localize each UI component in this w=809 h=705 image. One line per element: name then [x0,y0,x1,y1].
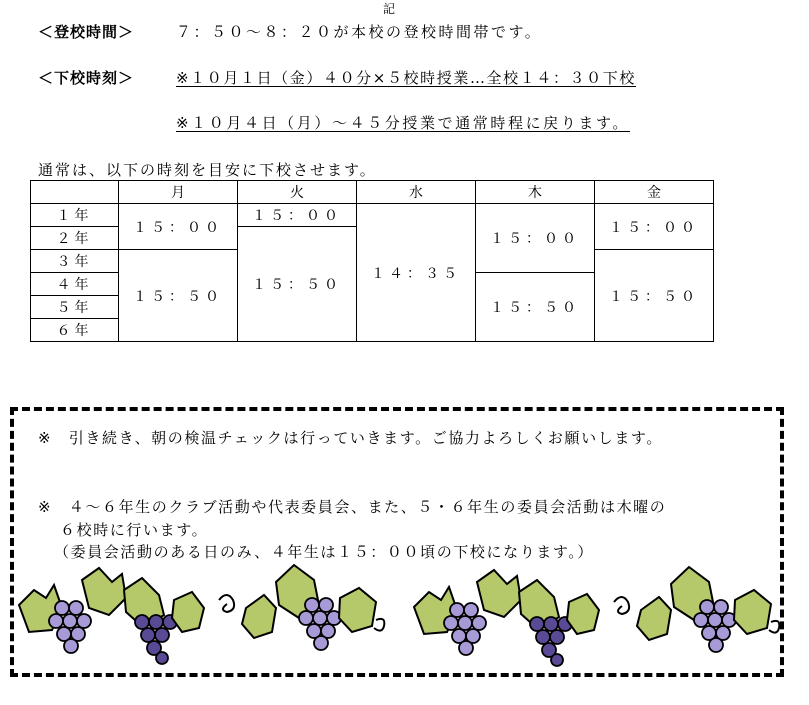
geko-note-2: ※１０月４日（月）～４５分授業で通常時程に戻ります。 [176,114,630,132]
day-tue: 火 [238,181,357,204]
grade-2: ２年 [31,227,119,250]
grape-cluster-icon [49,601,91,653]
tendril-icon [374,619,384,631]
touko-text: ７：５０～８：２０が本校の登校時間帯です。 [176,23,543,41]
grade-4: ４年 [31,273,119,296]
tendril-icon [219,595,234,612]
grape-vine-decoration [14,560,784,670]
tue-g26: １５：５０ [238,227,357,342]
tue-g1: １５：００ [238,204,357,227]
grade-5: ５年 [31,296,119,319]
touko-label: ＜登校時間＞ [38,23,135,41]
thu-g13: １５：００ [476,204,595,273]
grade-6: ６年 [31,319,119,342]
table-intro: 通常は、以下の時刻を目安に下校させます。 [38,161,377,179]
geko-label: ＜下校時刻＞ [38,69,135,87]
leaf-icon [82,568,126,615]
ki-heading: 記 [383,2,396,16]
mon-g36: １５：５０ [119,250,238,342]
leaf-icon [172,592,204,632]
fri-g12: １５：００ [595,204,714,250]
mon-g12: １５：００ [119,204,238,250]
corner-cell [31,181,119,204]
grade-1: １年 [31,204,119,227]
note-temperature-check: ※ 引き続き、朝の検温チェックは行っていきます。ご協力よろしくお願いします。 [38,429,663,447]
thu-g46: １５：５０ [476,273,595,342]
leaf-icon [242,595,276,638]
day-wed: 水 [357,181,476,204]
grape-cluster-icon [299,598,341,650]
grade-3: ３年 [31,250,119,273]
wed-all: １４：３５ [357,204,476,342]
day-mon: 月 [119,181,238,204]
note-club-line1: ※ ４～６年生のクラブ活動や代表委員会、また、５・６年生の委員会活動は木曜の [38,498,667,516]
dismissal-schedule-table [30,180,714,342]
geko-note-1: ※１０月１日（金）４０分×５校時授業…全校１４：３０下校 [176,69,636,87]
day-thu: 木 [476,181,595,204]
note-club-line2: ６校時に行います。 [60,521,209,539]
note-club-line3: （委員会活動のある日のみ、４年生は１５：００頃の下校になります。） [54,543,595,561]
fri-g36: １５：５０ [595,250,714,342]
leaf-icon [339,588,376,632]
day-fri: 金 [595,181,714,204]
grape-cluster-icon [135,615,177,664]
